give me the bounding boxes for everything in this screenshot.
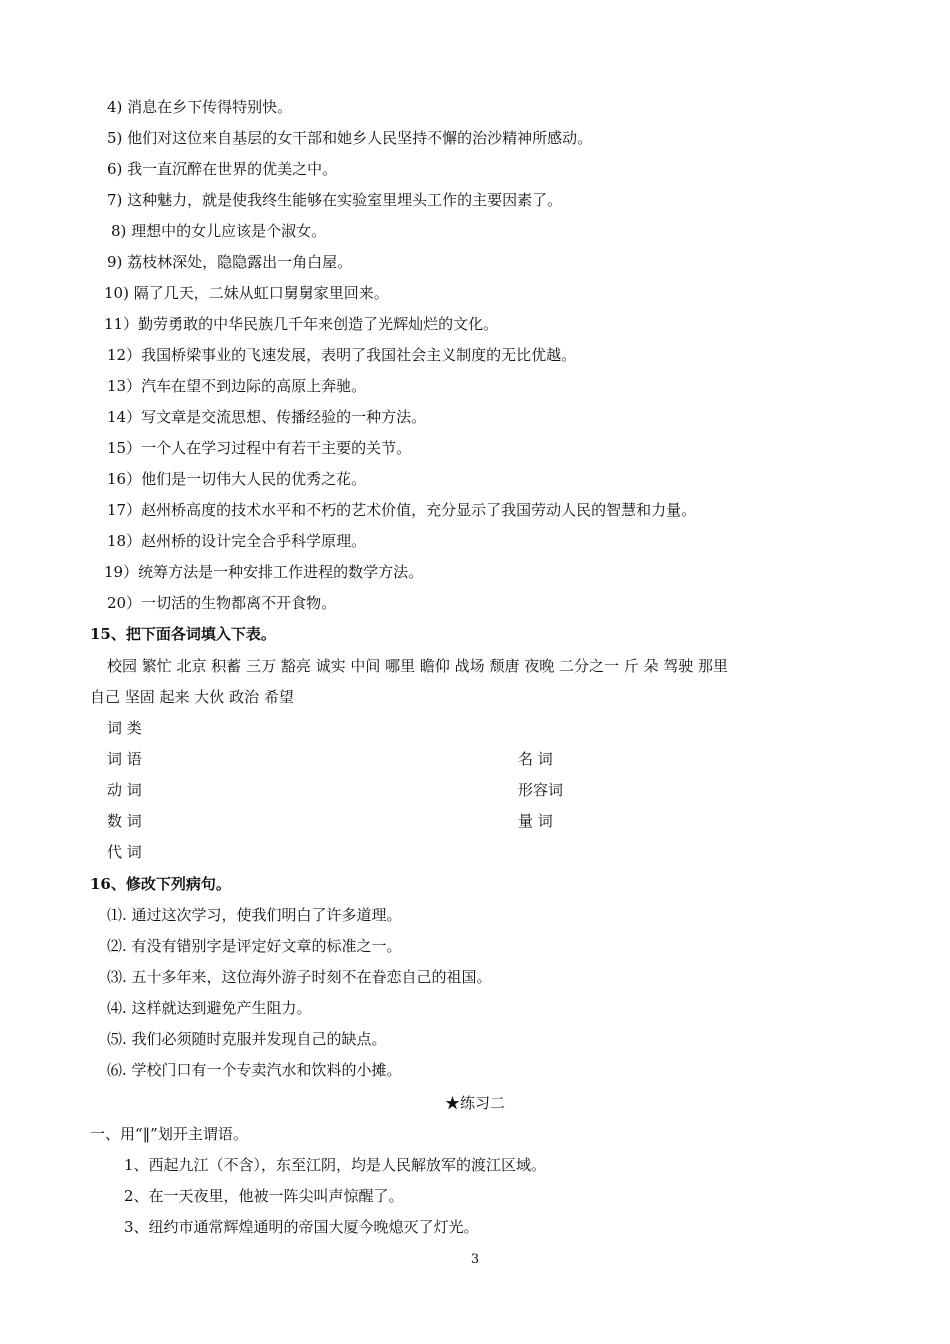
table-cell-left: 词 语 [107,750,142,768]
list-item: 15）一个人在学习过程中有若干主要的关节。 [107,439,412,457]
list-item: 7) 这种魅力，就是使我终生能够在实验室里埋头工作的主要因素了。 [107,191,563,209]
section-1-title: 一、用“‖”划开主谓语。 [90,1125,248,1143]
list-item: 9) 荔枝林深处，隐隐露出一角白屋。 [107,253,353,271]
list-item: ⑷. 这样就达到避免产生阻力。 [107,999,312,1017]
table-cell-left: 代 词 [107,843,142,861]
list-item: 14）写文章是交流思想、传播经验的一种方法。 [107,408,427,426]
table-header: 词 类 [107,719,142,737]
list-item: 16）他们是一切伟大人民的优秀之花。 [107,470,367,488]
list-item: ⑴. 通过这次学习，使我们明白了许多道理。 [107,906,402,924]
word-list-line-1: 校园 繁忙 北京 积蓄 三万 豁亮 诚实 中间 哪里 瞻仰 战场 颓唐 夜晚 二分之一 斤 朵 驾驶 那里 [107,657,729,675]
table-cell-right: 量 词 [518,812,553,830]
list-item: ⑵. 有没有错别字是评定好文章的标准之一。 [107,937,402,955]
list-item: 1、西起九江（不含），东至江阴，均是人民解放军的渡江区域。 [124,1156,547,1174]
section-heading: ★练习二 [444,1094,505,1112]
word-list-line-2: 自己 坚固 起来 大伙 政治 希望 [90,688,294,706]
list-item: 8) 理想中的女儿应该是个淑女。 [111,222,327,240]
list-item: 13）汽车在望不到边际的高原上奔驰。 [107,377,367,395]
list-item: 19）统筹方法是一种安排工作进程的数学方法。 [104,563,424,581]
list-item: 18）赵州桥的设计完全合乎科学原理。 [107,532,367,550]
list-item: 10) 隔了几天，二妹从虹口舅舅家里回来。 [104,284,389,302]
table-cell-left: 数 词 [107,812,142,830]
list-item: 6) 我一直沉醉在世界的优美之中。 [107,160,338,178]
list-item: 2、在一天夜里，他被一阵尖叫声惊醒了。 [124,1187,404,1205]
page-number: 3 [470,1252,480,1267]
table-cell-right: 形容词 [518,781,564,799]
list-item: ⑸. 我们必须随时克服并发现自己的缺点。 [107,1030,387,1048]
table-cell-right: 名 词 [518,750,553,768]
list-item: 4) 消息在乡下传得特别快。 [107,98,293,116]
list-item: 11）勤劳勇敢的中华民族几千年来创造了光辉灿烂的文化。 [104,315,499,333]
list-item: 20）一切活的生物都离不开食物。 [107,594,337,612]
list-item: 17）赵州桥高度的技术水平和不朽的艺术价值，充分显示了我国劳动人民的智慧和力量。 [107,501,697,519]
list-item: 3、纽约市通常辉煌通明的帝国大厦今晚熄灭了灯光。 [124,1218,479,1236]
list-item: 12）我国桥梁事业的飞速发展，表明了我国社会主义制度的无比优越。 [107,346,577,364]
list-item: ⑶. 五十多年来，这位海外游子时刻不在眷恋自己的祖国。 [107,968,492,986]
question-16-title: 16、修改下列病句。 [90,875,231,893]
list-item: ⑹. 学校门口有一个专卖汽水和饮料的小摊。 [107,1061,402,1079]
question-15-title: 15、把下面各词填入下表。 [90,625,276,643]
table-cell-left: 动 词 [107,781,142,799]
list-item: 5) 他们对这位来自基层的女干部和她乡人民坚持不懈的治沙精神所感动。 [107,129,593,147]
